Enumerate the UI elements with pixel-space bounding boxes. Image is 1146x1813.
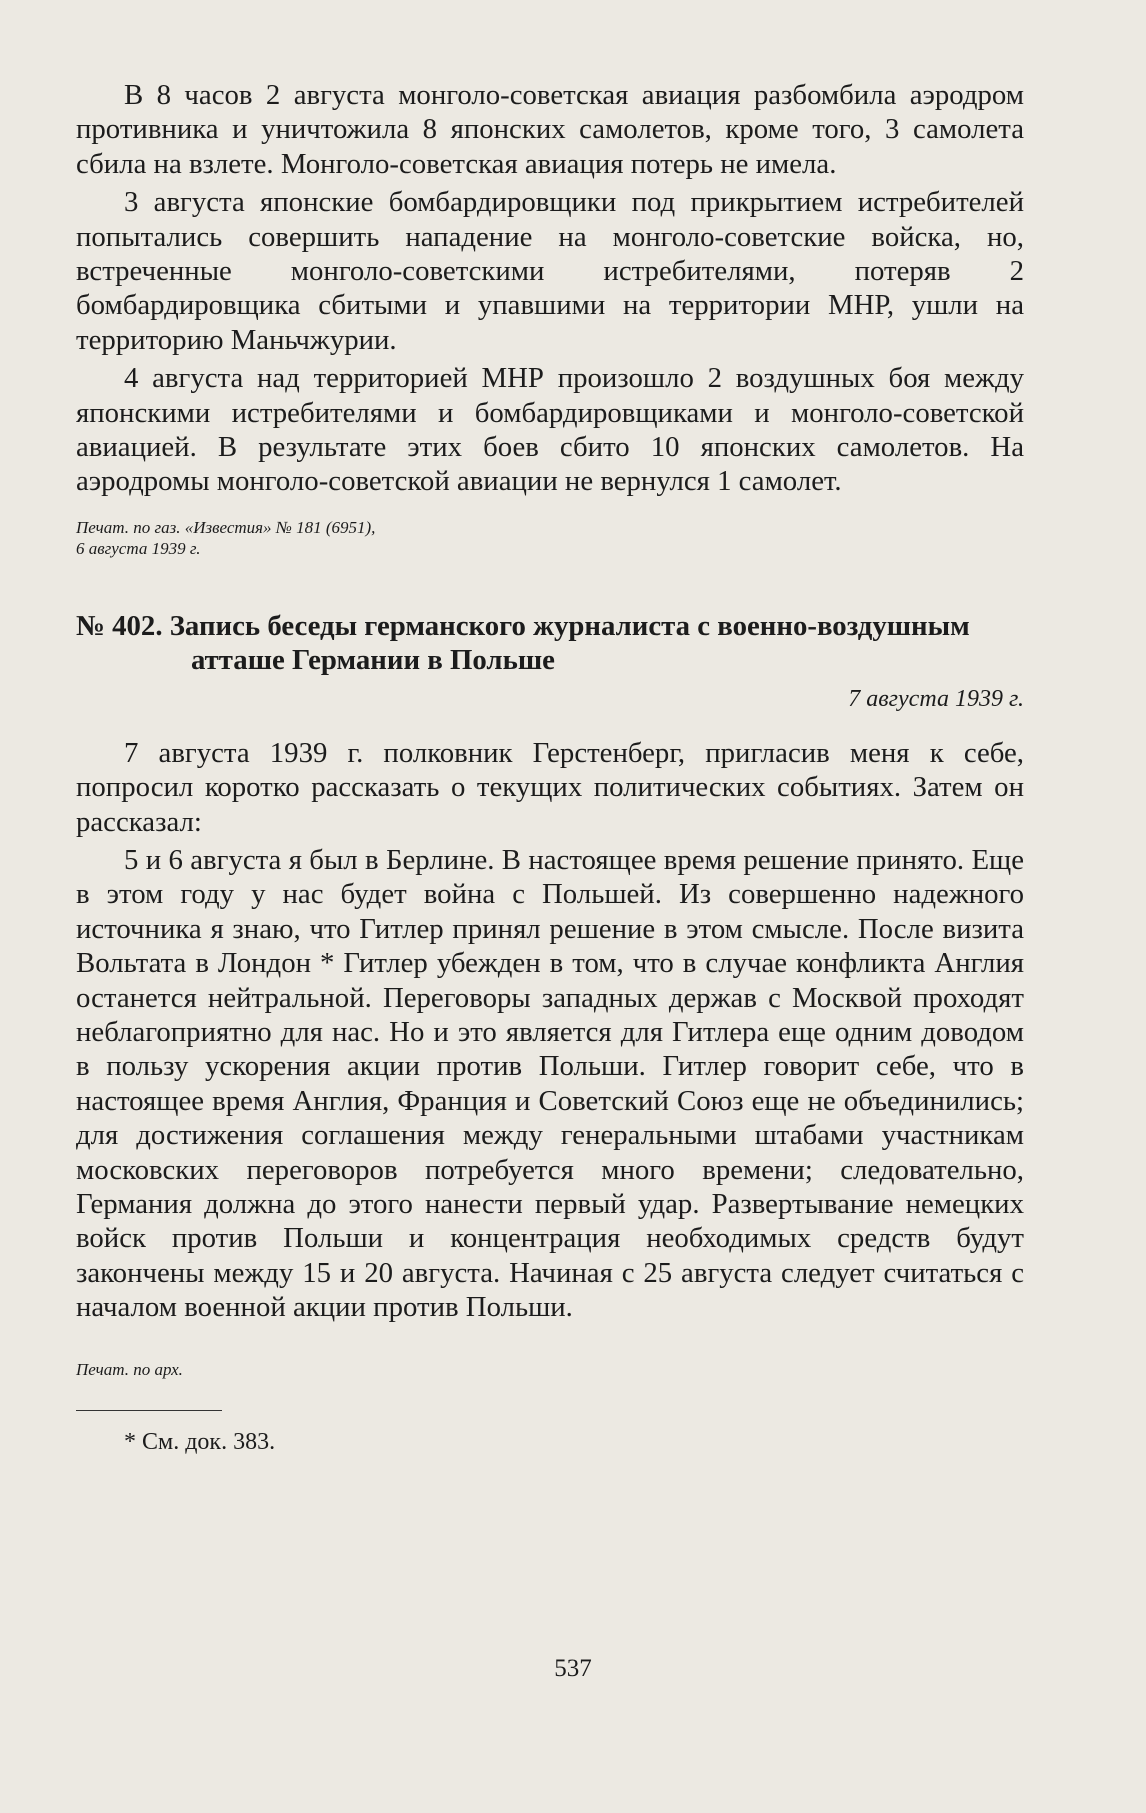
footnote: * См. док. 383.: [124, 1428, 276, 1455]
page-number: 537: [554, 1655, 592, 1682]
page-content: [76, 78, 1024, 1457]
document-heading: № 402. Запись беседы германского журналиста с военно-воздушным атташе Германии в Польше: [76, 609, 970, 677]
document-paragraph-intro: 7 августа 1939 г. полковник Герстенберг, пригласив меня к себе, попросил коротко рассказать о текущих политических событиях. Затем он рассказал:: [76, 736, 1024, 838]
source-citation-line-2: 6 августа 1939 г.: [76, 538, 201, 558]
paragraph-aviation-aug-4: 4 августа над территорией МНР произошло 2 воздушных боя между японскими истребителями и бомбардировщиками и монголо-советской авиацией. В результате этих боев сбито 10 японских самолетов. На аэродромы монголо-советской авиации не вернулся 1 самолет.: [76, 362, 1024, 498]
source-citation-izvestia: [76, 517, 1024, 559]
document-paragraph-main: 5 и 6 августа я был в Берлине. В настоящее время решение принято. Еще в этом году у нас будет война с Польшей. Из совершенно надежного источника я знаю, что Гитлер принял решение в этом смысле. После визита Вольтата в Лондон * Гитлер убежден в том, что в случае конфликта Англия останется нейтральной. Переговоры западных держав с Москвой проходят неблагоприятно для нас. Но и это является для Гитлера еще одним доводом в пользу ускорения акции против Польши. Гитлер говорит себе, что в настоящее время Англия, Франция и Советский Союз еще не объединились; для достижения соглашения между генеральными штабами участникам московских переговоров потребуется много времени; следовательно, Германия должна до этого нанести первый удар. Развертывание немецких войск против Польши и концентрация необходимых средств будут закончены между 15 и 20 августа. Начиная с 25 августа следует считаться с началом военной акции против Польши.: [76, 843, 1024, 1324]
source-citation-archive: Печат. по арх.: [76, 1359, 183, 1379]
paragraph-aviation-aug-3: 3 августа японские бомбардировщики под прикрытием истребителей попытались совершить нападение на монголо-советские войска, но, встреченные монголо-советскими истребителями, потеряв 2 бомбардировщика сбитыми и упавшими на территории МНР, ушли на территорию Маньчжурии.: [76, 186, 1024, 356]
paragraph-aviation-aug-2: В 8 часов 2 августа монголо-советская авиация разбомбила аэродром противника и уничтожила 8 японских самолетов, кроме того, 3 самолета сбила на взлете. Монголо-советская авиация потерь не имела.: [76, 79, 1024, 180]
source-citation-line-1: Печат. по газ. «Известия» № 181 (6951),: [76, 517, 376, 537]
document-date: 7 августа 1939 г.: [848, 685, 1024, 712]
